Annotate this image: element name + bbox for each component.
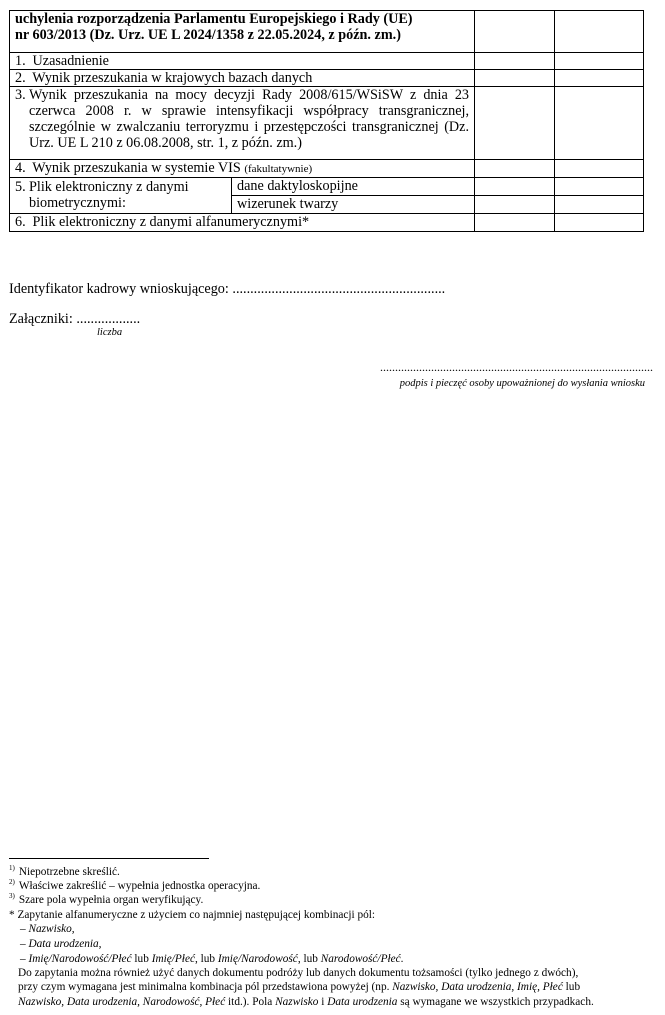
footnote-paragraph-1: Do zapytania można również użyć danych dokumentu podróży lub danych dokumentu tożsamości (tylko jednego z dwóch), (18, 967, 579, 979)
checkbox-cell[interactable] (475, 178, 555, 196)
requester-identifier-field[interactable]: Identyfikator kadrowy wnioskującego: ............................................................ (9, 281, 446, 297)
attachments-caption: liczba (97, 327, 123, 338)
checkbox-cell[interactable] (475, 53, 555, 70)
verification-cell (555, 160, 644, 178)
footnote-1: $^{1)}$ Niepotrzebne skreślić. (9, 864, 120, 878)
verification-cell (555, 53, 644, 70)
footnote-dash-1: – Nazwisko, (20, 923, 75, 935)
attachments-count-field[interactable]: Załączniki: .................. (9, 311, 141, 327)
verification-cell (555, 11, 644, 53)
request-table (9, 10, 644, 232)
table-row: 6. Plik elektroniczny z danymi alfanumerycznymi* (10, 214, 644, 232)
checkbox-cell[interactable] (475, 214, 555, 232)
table-row: 5. Plik elektroniczny z danymi biometrycznymi: dane daktyloskopijne (10, 178, 644, 196)
verification-cell (555, 70, 644, 87)
checkbox-cell[interactable] (475, 196, 555, 214)
footnote-dash-3: – Imię/Narodowość/Płeć lub Imię/Płeć, lub Imię/Narodowość, lub Narodowość/Płeć. (20, 953, 404, 965)
signature-line[interactable]: ........................................................................................... (380, 360, 653, 374)
footnote-separator (9, 858, 209, 859)
table-row: 1. Uzasadnienie (10, 53, 644, 70)
footnote-paragraph-2: przy czym wymagana jest minimalna kombinacja pól przedstawiona powyżej (np. Nazwisko, Data urodzenia, Imię, Płeć lub (18, 981, 581, 993)
signature-caption: podpis i pieczęć osoby upoważnionej do wysłania wniosku (399, 378, 645, 389)
table-row: 4. Wynik przeszukania w systemie VIS (fakultatywnie) (10, 160, 644, 178)
checkbox-cell[interactable] (475, 160, 555, 178)
table-header-row (10, 11, 644, 53)
table-row: wizerunek twarzy (10, 196, 644, 214)
verification-cell (555, 178, 644, 196)
footnote-3: $^{3)}$ Szare pola wypełnia organ weryfikujący. (9, 892, 204, 906)
checkbox-cell[interactable] (475, 87, 555, 160)
footnote-dash-2: – Data urodzenia, (20, 938, 102, 950)
footnote-star: * Zapytanie alfanumeryczne z użyciem co najmniej następującej kombinacji pól: (9, 909, 376, 921)
verification-cell (555, 87, 644, 160)
verification-cell (555, 196, 644, 214)
table-row: 2. Wynik przeszukania w krajowych bazach danych (10, 70, 644, 87)
checkbox-cell[interactable] (475, 70, 555, 87)
verification-cell (555, 214, 644, 232)
footnote-paragraph-3: Nazwisko, Data urodzenia, Narodowość, Płeć itd.). Pola Nazwisko i Data urodzenia są wymagane we wszystkich przypadkach. (18, 996, 594, 1008)
regulation-header: uchylenia rozporządzenia Parlamentu Europejskiego i Rady (UE) nr 603/2013 (Dz. Urz. UE L 2024/1358 z 22.05.2024, z późn. zm.) (10, 11, 475, 53)
checkbox-cell[interactable] (475, 11, 555, 53)
footnote-2: $^{2)}$ Właściwe zakreślić – wypełnia jednostka operacyjna. (9, 878, 261, 892)
table-row: 3. Wynik przeszukania na mocy decyzji Rady 2008/615/WSiSW z dnia 23 czerwca 2008 r. w sprawie intensyfikacji współpracy transgranicznej, szczególnie w zwalczaniu terroryzmu i przestępczości transgranicznej (Dz. Urz. UE L 210 z 06.08.2008, str. 1, z późn. zm.) (10, 87, 644, 160)
